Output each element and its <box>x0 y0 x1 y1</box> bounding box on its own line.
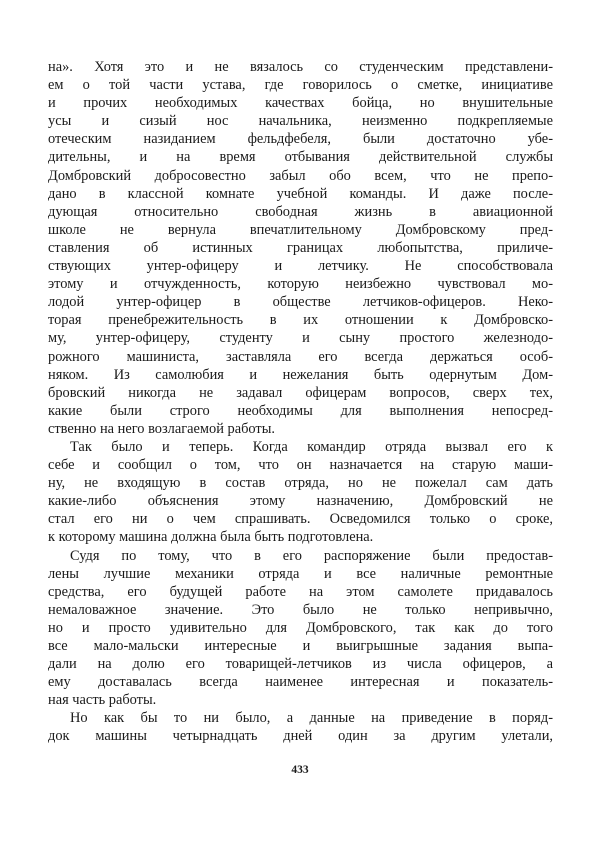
text-line: но и просто удивительно для Домбровского, так как до того <box>48 619 553 636</box>
text-line: торая пренебрежительность в их отношении к Домбровско- <box>48 312 553 329</box>
text-line: ствующих унтер-офицеру и летчику. Не способствовала <box>48 258 553 275</box>
text-line: ему доставалась всегда наименее интересная и показатель- <box>48 674 553 691</box>
text-line: дительны, и на время отбывания действительной службы <box>48 149 553 166</box>
text-line: и прочих необходимых качествах бойца, но внушительные <box>48 95 553 112</box>
text-line: немаловажное значение. Это было не только непривычно, <box>48 601 553 618</box>
text-line: средства, его будущей работе на этом самолете придавалось <box>48 583 553 600</box>
text-line: ем о той части устава, где говорилось о сметке, инициативе <box>48 77 553 94</box>
text-line: няком. Из самолюбия и нежелания быть одернутым Дом- <box>48 366 553 383</box>
text-line: рожного машиниста, заставляла его всегда держаться особ- <box>48 348 553 365</box>
text-line: себе и сообщил о том, что он назначается на старую маши- <box>48 457 553 474</box>
text-line: ная часть работы. <box>48 692 157 709</box>
page-number: 433 <box>291 764 309 776</box>
text-line: ставления об истинных границах любопытства, приличе- <box>48 239 553 256</box>
text-line: Так было и теперь. Когда командир отряда вызвал его к <box>70 438 553 455</box>
text-line: дали на долю его товарищей-летчиков из числа офицеров, а <box>48 656 553 673</box>
text-line: дующая относительно свободная жизнь в авиационной <box>48 203 553 220</box>
text-line: какие-либо объяснения этому назначению, Домбровский не <box>48 493 553 510</box>
page-text <box>48 58 553 746</box>
text-line: усы и сизый нос начальника, неизменно подкрепляемые <box>48 113 553 130</box>
text-line: этому и отчужденность, которую неизбежно чувствовал мо- <box>48 276 553 293</box>
text-line: стал его ни о чем спрашивать. Осведомился только о сроке, <box>48 511 553 528</box>
text-line: Судя по тому, что в его распоряжение были предостав- <box>70 547 553 564</box>
text-line: Домбровский добросовестно забыл обо всем, что не препо- <box>48 167 553 184</box>
text-line: му, унтер-офицеру, студенту и сыну простого железнодо- <box>48 330 553 347</box>
text-line: дано в классной комнате учебной команды. И даже после- <box>48 185 553 202</box>
text-line: на». Хотя это и не вязалось со студенческим представлени- <box>48 59 553 75</box>
text-line: бровский никогда не задавал офицерам вопросов, сверх тех, <box>48 384 553 401</box>
text-line: лодой унтер-офицер в обществе летчиков-офицеров. Неко- <box>48 294 553 311</box>
text-line: ственно на него возлагаемой работы. <box>48 420 275 437</box>
text-line: к которому машина должна была быть подготовлена. <box>48 529 374 546</box>
text-line: лены лучшие механики отряда и все наличные ремонтные <box>48 565 553 582</box>
text-line: ну, не входящую в состав отряда, но не пожелал сам дать <box>48 475 553 492</box>
text-line: док машины четырнадцать дней один за другим улетали, <box>48 728 553 745</box>
text-line: Но как бы то ни было, а данные на приведение в поряд- <box>70 710 553 727</box>
text-line: школе не вернула впечатлительному Домбровскому пред- <box>48 221 553 238</box>
text-line: какие были строго необходимы для выполнения непосред- <box>48 402 553 419</box>
text-line: все мало-мальски интересные и выигрышные задания выпа- <box>48 638 553 654</box>
text-line: отеческим назиданием фельдфебеля, были достаточно убе- <box>48 131 553 148</box>
